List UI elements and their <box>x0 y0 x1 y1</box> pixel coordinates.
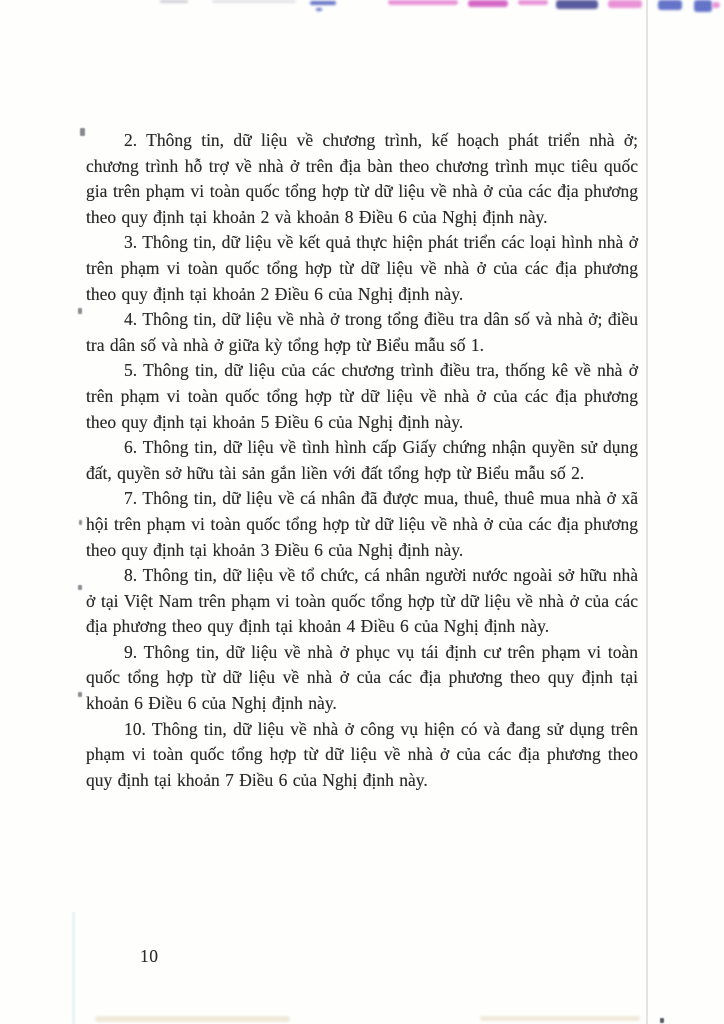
scan-smudge <box>518 0 548 5</box>
scan-speck <box>80 128 85 136</box>
page-number: 10 <box>140 946 159 966</box>
scan-speck <box>78 308 82 314</box>
paragraph-9: 9. Thông tin, dữ liệu về nhà ở phục vụ tái định cư trên phạm vi toàn quốc tổng hợp từ dữ liệu về nhà ở của các địa phương theo quy định tại khoản 6 Điều 6 của Nghị định này. <box>86 641 638 714</box>
scan-streak-left <box>72 912 75 1024</box>
paragraph-5: 5. Thông tin, dữ liệu của các chương trình điều tra, thống kê về nhà ở trên phạm vi toàn quốc tổng hợp từ dữ liệu về nhà ở của các địa phương theo quy định tại khoản 5 Điều 6 của Nghị định này. <box>86 360 638 432</box>
scan-speck <box>78 692 82 697</box>
scan-smudge <box>310 1 336 5</box>
scan-smudge <box>468 0 508 7</box>
scan-smudge <box>556 0 598 9</box>
paragraph-8: 8. Thông tin, dữ liệu về tổ chức, cá nhân người nước ngoài sở hữu nhà ở tại Việt Nam trên phạm vi toàn quốc tổng hợp từ dữ liệu về nhà ở của các địa phương theo quy định tại khoản 4 Điều 6 của Nghị định này. <box>86 565 638 637</box>
paragraph-2: 2. Thông tin, dữ liệu về chương trình, kế hoạch phát triển nhà ở; chương trình hỗ trợ về nhà ở trên địa bàn theo chương trình mục tiêu quốc gia trên phạm vi toàn quốc tổng hợp từ dữ liệu về nhà ở của các địa phương theo quy định tại khoản 2 và khoản 8 Điều 6 của Nghị định này. <box>86 130 638 227</box>
paragraph-7: 7. Thông tin, dữ liệu về cá nhân đã được mua, thuê, thuê mua nhà ở xã hội trên phạm vi toàn quốc tổng hợp từ dữ liệu về nhà ở của các địa phương theo quy định tại khoản 3 Điều 6 của Nghị định này. <box>86 488 638 560</box>
scan-smudge <box>658 0 682 10</box>
scan-speck <box>660 1018 664 1023</box>
document-body <box>86 128 638 793</box>
scan-speck <box>78 585 82 590</box>
paragraph-10: 10. Thông tin, dữ liệu về nhà ở công vụ hiện có và đang sử dụng trên phạm vi toàn quốc tổng hợp từ dữ liệu về nhà ở của các địa phương theo quy định tại khoản 7 Điều 6 của Nghị định này. <box>86 718 638 790</box>
scan-smudge <box>160 0 188 3</box>
paragraph-3: 3. Thông tin, dữ liệu về kết quả thực hiện phát triển các loại hình nhà ở trên phạm vi toàn quốc tổng hợp từ dữ liệu về nhà ở của các địa phương theo quy định tại khoản 2 Điều 6 của Nghị định này. <box>86 232 638 304</box>
scan-smudge <box>712 2 720 8</box>
scan-smudge <box>388 0 458 5</box>
scan-smudge <box>212 0 296 3</box>
paragraph-6: 6. Thông tin, dữ liệu về tình hình cấp Giấy chứng nhận quyền sử dụng đất, quyền sở hữu tài sản gắn liền với đất tổng hợp từ Biểu mẫu số 2. <box>86 437 638 483</box>
scan-smudge <box>608 0 642 8</box>
page-fold-line <box>646 0 648 1024</box>
scan-smudge <box>95 1016 290 1022</box>
scan-speck <box>79 520 82 525</box>
scan-smudge <box>694 0 712 12</box>
scan-smudge <box>316 8 322 11</box>
scan-smudge <box>480 1016 640 1021</box>
paragraph-4: 4. Thông tin, dữ liệu về nhà ở trong tổng điều tra dân số và nhà ở; điều tra dân số và nhà ở giữa kỳ tổng hợp từ Biểu mẫu số 1. <box>86 309 638 355</box>
